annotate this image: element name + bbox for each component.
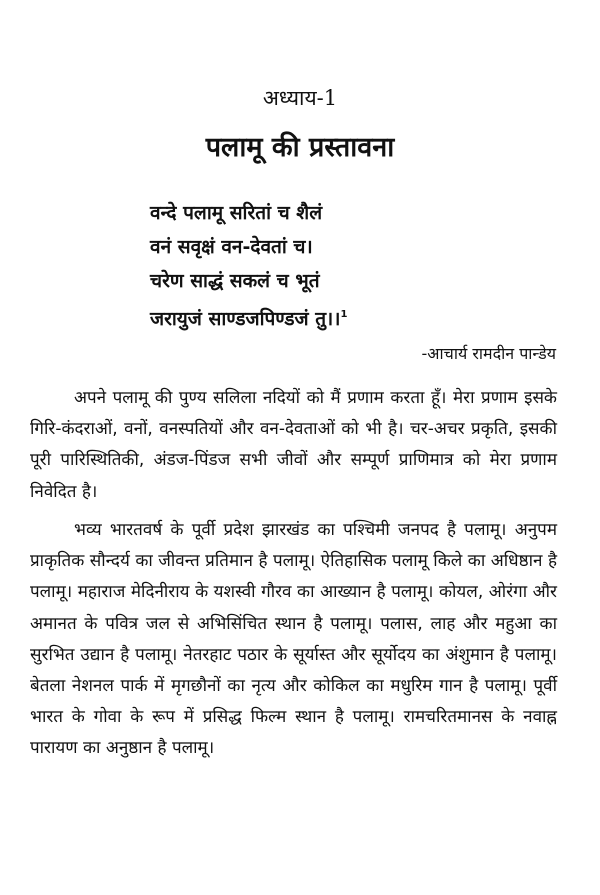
verse-line: वनं सवृक्षं वन-देवतां च। bbox=[150, 236, 313, 258]
verse-line-text: जरायुजं साण्डजपिण्डजं तु।। bbox=[150, 308, 341, 330]
body-paragraph: अपने पलामू की पुण्य सलिला नदियों को मैं प्रणाम करता हूँ। मेरा प्रणाम इसके गिरि-कंदराओं, वनों, वनस्पतियों और वन-देवताओं को भी है। चर-अचर प्रकृति, इसकी पूरी पारिस्थितिकी, अंडज-पिंडज सभी जीवों और सम्पूर्ण प्राणिमात्र को मेरा प्रणाम निवेदित है। bbox=[30, 388, 557, 502]
chapter-number: अध्याय-1 bbox=[262, 86, 338, 110]
chapter-title: पलामू की प्रस्तावना bbox=[205, 132, 395, 163]
verse-line: वन्दे पलामू सरितां च शैलं bbox=[150, 202, 323, 224]
verse-line-last bbox=[150, 298, 480, 332]
footnote-marker: 1 bbox=[340, 309, 348, 320]
verse-attribution: -आचार्य रामदीन पान्डेय bbox=[421, 344, 556, 363]
body-paragraph: भव्य भारतवर्ष के पूर्वी प्रदेश झारखंड का पश्चिमी जनपद है पलामू। अनुपम प्राकृतिक सौन्दर्य का जीवन्त प्रतिमान है पलामू। ऐतिहासिक पलामू किले का अधिष्ठान है पलामू। महाराज मेदिनीराय के यशस्वी गौरव का आख्यान है पलामू। कोयल, ओरंगा और अमानत के पवित्र जल से अभिसिंचित स्थान है पलामू। पलास, लाह और महुआ का सुरभित उद्यान है पलामू। नेतरहाट पठार के सूर्यास्त और सूर्योदय का अंशुमान है पलामू। बेतला नेशनल पार्क में मृगछौनों का नृत्य और कोकिल का मधुरिम गान है पलामू। पूर्वी भारत के गोवा के रूप में प्रसिद्ध फिल्म स्थान है पलामू। रामचरितमानस के नवाह्न पारायण का अनुष्ठान है पलामू। bbox=[30, 520, 557, 759]
sanskrit-verse bbox=[150, 196, 480, 332]
verse-line: चरेण साद्धं सकलं च भूतं bbox=[150, 270, 320, 292]
